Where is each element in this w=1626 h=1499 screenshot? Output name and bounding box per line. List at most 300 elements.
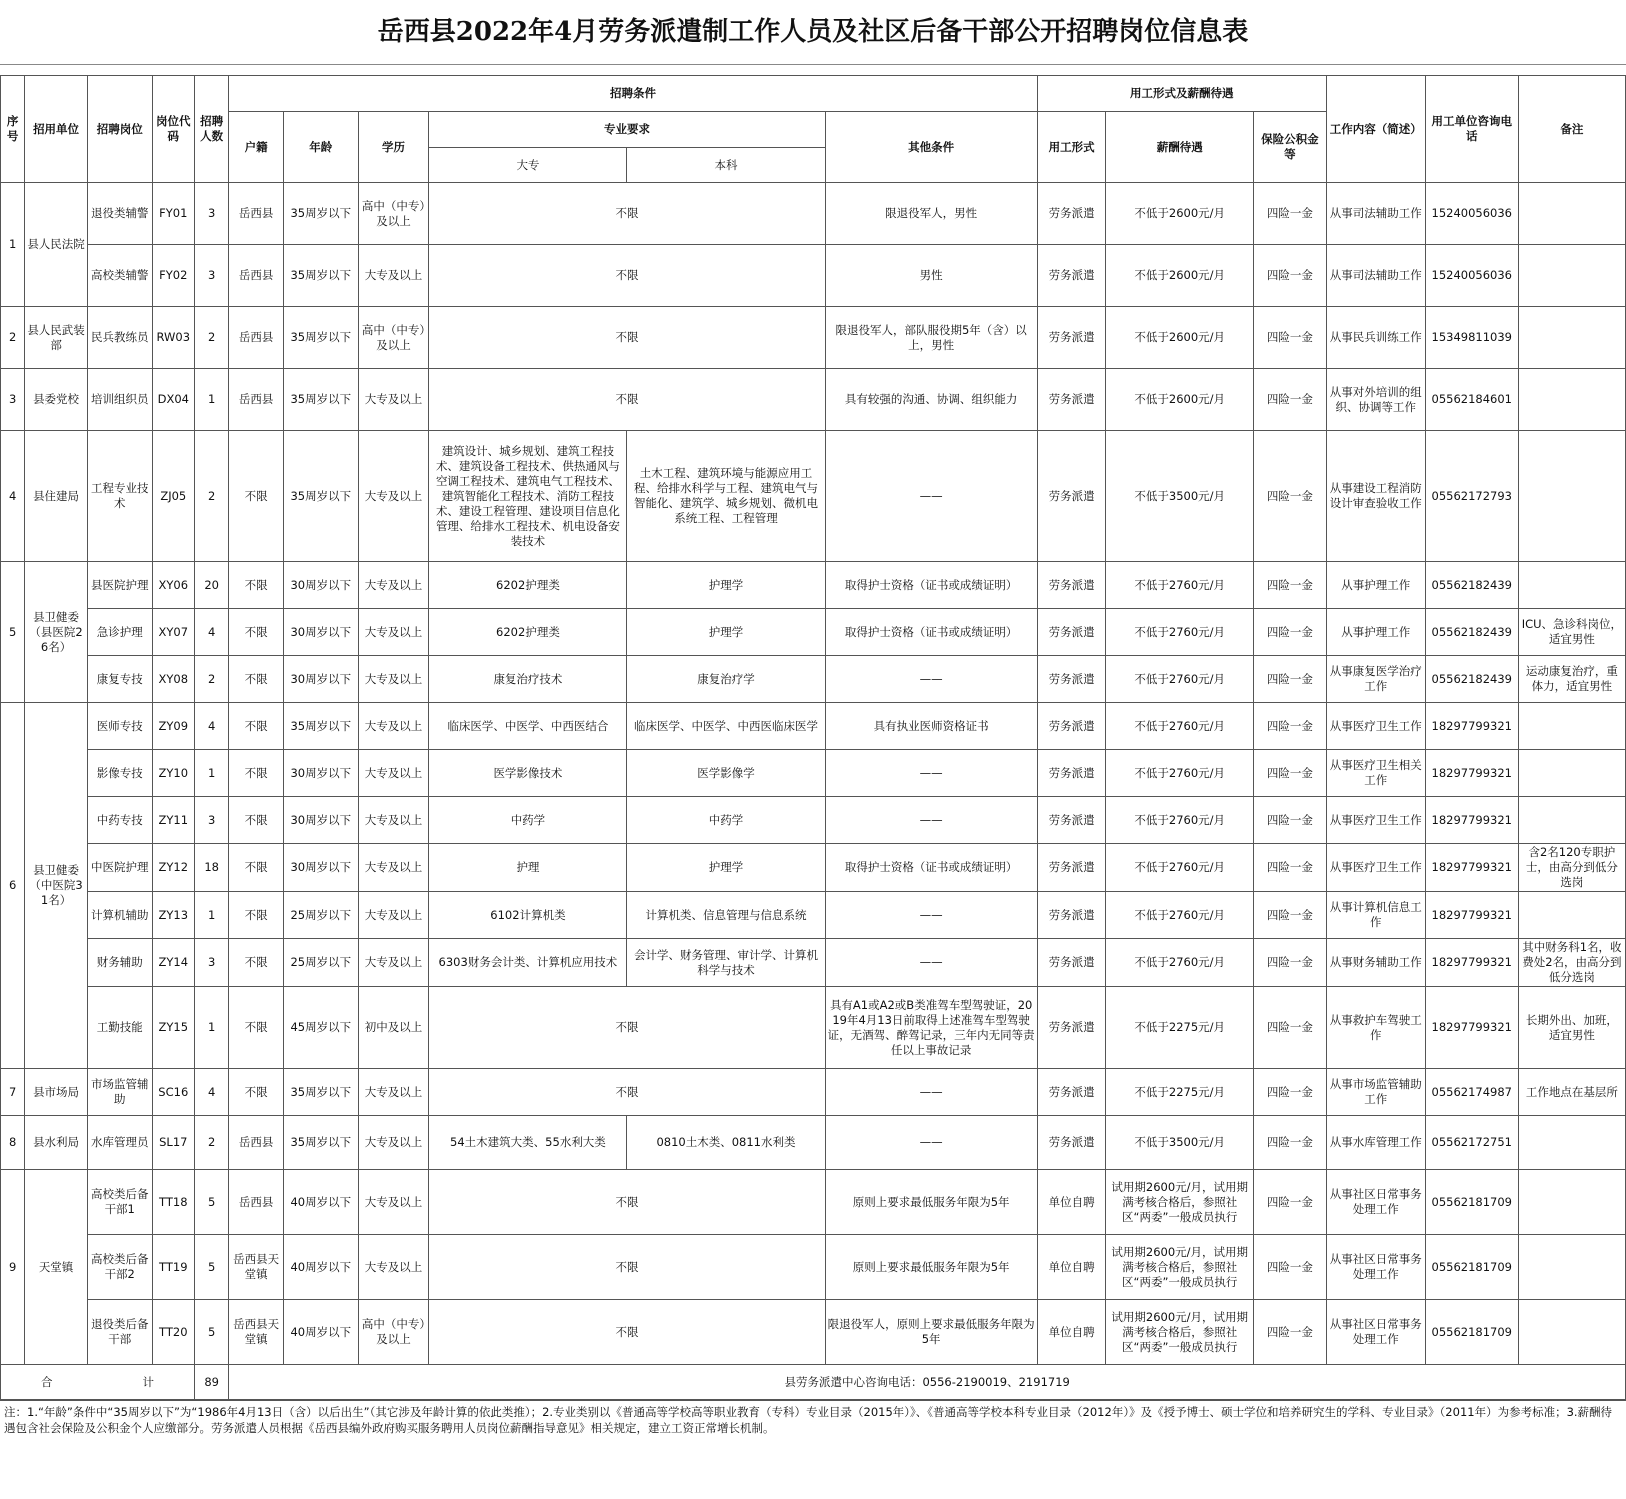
- row-post: 高校类辅警: [87, 245, 152, 307]
- row-form: 单位自聘: [1037, 1300, 1106, 1365]
- row-salary: 不低于2760元/月: [1106, 939, 1254, 987]
- row-count: 4: [195, 609, 229, 656]
- header-post: 招聘岗位: [87, 76, 152, 183]
- row-major-benke: 康复治疗学: [627, 656, 825, 703]
- row-form: 劳务派遣: [1037, 562, 1106, 609]
- row-code: SL17: [152, 1116, 194, 1170]
- row-content: 从事康复医学治疗工作: [1326, 656, 1425, 703]
- row-seq: 6: [1, 703, 25, 1069]
- row-content: 从事民兵训练工作: [1326, 307, 1425, 369]
- row-code: ZY09: [152, 703, 194, 750]
- row-form: 劳务派遣: [1037, 797, 1106, 844]
- row-unit: 县人民法院: [25, 183, 88, 307]
- row-phone: 05562182439: [1425, 562, 1518, 609]
- row-other: ——: [825, 1116, 1037, 1170]
- row-form: 劳务派遣: [1037, 307, 1106, 369]
- row-content: 从事社区日常事务处理工作: [1326, 1170, 1425, 1235]
- row-count: 5: [195, 1235, 229, 1300]
- header-age: 年龄: [283, 112, 358, 183]
- row-major-dazhuan: 6202护理类: [429, 609, 627, 656]
- row-code: ZY14: [152, 939, 194, 987]
- row-other: ——: [825, 797, 1037, 844]
- row-count: 1: [195, 369, 229, 431]
- row-code: TT18: [152, 1170, 194, 1235]
- row-edu: 大专及以上: [358, 656, 429, 703]
- row-edu: 大专及以上: [358, 1116, 429, 1170]
- table-row: [1, 609, 1626, 656]
- row-salary: 试用期2600元/月，试用期满考核合格后，参照社区“两委”一般成员执行: [1106, 1300, 1254, 1365]
- row-major-benke: 0810土木类、0811水利类: [627, 1116, 825, 1170]
- row-seq: 2: [1, 307, 25, 369]
- row-salary: 不低于2760元/月: [1106, 609, 1254, 656]
- row-post: 退役类辅警: [87, 183, 152, 245]
- row-hukou: 岳西县: [229, 1116, 284, 1170]
- row-phone: 05562172793: [1425, 431, 1518, 562]
- row-hukou: 岳西县天堂镇: [229, 1300, 284, 1365]
- row-hukou: 岳西县: [229, 183, 284, 245]
- row-edu: 大专及以上: [358, 892, 429, 939]
- row-salary: 不低于3500元/月: [1106, 431, 1254, 562]
- row-major-any: 不限: [429, 307, 825, 369]
- row-code: RW03: [152, 307, 194, 369]
- row-seq: 7: [1, 1069, 25, 1116]
- row-code: SC16: [152, 1069, 194, 1116]
- row-edu: 大专及以上: [358, 431, 429, 562]
- row-form: 劳务派遣: [1037, 1116, 1106, 1170]
- table-row: [1, 1069, 1626, 1116]
- row-major-any: 不限: [429, 1300, 825, 1365]
- row-phone: 18297799321: [1425, 939, 1518, 987]
- row-hukou: 不限: [229, 939, 284, 987]
- row-edu: 高中（中专）及以上: [358, 307, 429, 369]
- total-count: 89: [195, 1365, 229, 1400]
- header-other: 其他条件: [825, 112, 1037, 183]
- row-content: 从事救护车驾驶工作: [1326, 987, 1425, 1069]
- header-dazhuan: 大专: [429, 148, 627, 183]
- table-row: [1, 750, 1626, 797]
- row-major-dazhuan: 临床医学、中医学、中西医结合: [429, 703, 627, 750]
- row-form: 单位自聘: [1037, 1235, 1106, 1300]
- row-content: 从事医疗卫生工作: [1326, 797, 1425, 844]
- row-insurance: 四险一金: [1253, 750, 1326, 797]
- table-row: [1, 307, 1626, 369]
- row-unit: 县住建局: [25, 431, 88, 562]
- row-remark: 含2名120专职护士，由高分到低分选岗: [1518, 844, 1625, 892]
- row-major-dazhuan: 中药学: [429, 797, 627, 844]
- row-hukou: 岳西县: [229, 245, 284, 307]
- row-major-dazhuan: 6202护理类: [429, 562, 627, 609]
- table-row: [1, 1116, 1626, 1170]
- row-salary: 不低于2600元/月: [1106, 245, 1254, 307]
- row-major-dazhuan: 医学影像技术: [429, 750, 627, 797]
- row-insurance: 四险一金: [1253, 1235, 1326, 1300]
- row-salary: 不低于2275元/月: [1106, 987, 1254, 1069]
- row-code: ZY13: [152, 892, 194, 939]
- row-other: 取得护士资格（证书或成绩证明）: [825, 609, 1037, 656]
- row-major-benke: 护理学: [627, 562, 825, 609]
- row-salary: 不低于2760元/月: [1106, 797, 1254, 844]
- row-edu: 高中（中专）及以上: [358, 1300, 429, 1365]
- header-unit: 招用单位: [25, 76, 88, 183]
- row-remark: [1518, 1170, 1625, 1235]
- row-seq: 8: [1, 1116, 25, 1170]
- row-major-any: 不限: [429, 1069, 825, 1116]
- row-remark: [1518, 1116, 1625, 1170]
- row-major-benke: 护理学: [627, 609, 825, 656]
- row-age: 30周岁以下: [283, 656, 358, 703]
- table-row: [1, 562, 1626, 609]
- row-edu: 大专及以上: [358, 245, 429, 307]
- row-other: 取得护士资格（证书或成绩证明）: [825, 562, 1037, 609]
- row-hukou: 不限: [229, 987, 284, 1069]
- row-phone: 05562181709: [1425, 1170, 1518, 1235]
- row-count: 1: [195, 892, 229, 939]
- row-post: 高校类后备干部2: [87, 1235, 152, 1300]
- row-phone: 18297799321: [1425, 987, 1518, 1069]
- row-post: 财务辅助: [87, 939, 152, 987]
- row-content: 从事医疗卫生工作: [1326, 844, 1425, 892]
- row-major-benke: 护理学: [627, 844, 825, 892]
- row-seq: 9: [1, 1170, 25, 1365]
- row-remark: ICU、急诊科岗位，适宜男性: [1518, 609, 1625, 656]
- row-content: 从事司法辅助工作: [1326, 245, 1425, 307]
- row-content: 从事护理工作: [1326, 562, 1425, 609]
- row-count: 4: [195, 1069, 229, 1116]
- row-age: 35周岁以下: [283, 369, 358, 431]
- row-other: 具有较强的沟通、协调、组织能力: [825, 369, 1037, 431]
- row-insurance: 四险一金: [1253, 987, 1326, 1069]
- row-age: 30周岁以下: [283, 750, 358, 797]
- row-post: 医师专技: [87, 703, 152, 750]
- row-unit: 县市场局: [25, 1069, 88, 1116]
- header-conditions: 招聘条件: [229, 76, 1037, 112]
- table-row: [1, 797, 1626, 844]
- row-other: ——: [825, 1069, 1037, 1116]
- table-row: [1, 987, 1626, 1069]
- table-row: [1, 369, 1626, 431]
- header-insurance: 保险公积金等: [1253, 112, 1326, 183]
- row-remark: [1518, 245, 1625, 307]
- row-age: 30周岁以下: [283, 797, 358, 844]
- row-form: 劳务派遣: [1037, 245, 1106, 307]
- row-form: 单位自聘: [1037, 1170, 1106, 1235]
- row-post: 急诊护理: [87, 609, 152, 656]
- row-edu: 大专及以上: [358, 562, 429, 609]
- row-form: 劳务派遣: [1037, 369, 1106, 431]
- row-hukou: 不限: [229, 750, 284, 797]
- row-insurance: 四险一金: [1253, 703, 1326, 750]
- row-code: ZY11: [152, 797, 194, 844]
- row-insurance: 四险一金: [1253, 183, 1326, 245]
- row-salary: 不低于2760元/月: [1106, 892, 1254, 939]
- row-unit: 县水利局: [25, 1116, 88, 1170]
- row-insurance: 四险一金: [1253, 1300, 1326, 1365]
- row-hukou: 不限: [229, 562, 284, 609]
- row-count: 2: [195, 431, 229, 562]
- row-age: 45周岁以下: [283, 987, 358, 1069]
- row-form: 劳务派遣: [1037, 431, 1106, 562]
- row-other: 限退役军人，部队服役期5年（含）以上，男性: [825, 307, 1037, 369]
- row-content: 从事社区日常事务处理工作: [1326, 1300, 1425, 1365]
- row-other: ——: [825, 750, 1037, 797]
- table-row: [1, 656, 1626, 703]
- row-age: 35周岁以下: [283, 307, 358, 369]
- row-count: 2: [195, 307, 229, 369]
- row-phone: 05562184601: [1425, 369, 1518, 431]
- row-form: 劳务派遣: [1037, 703, 1106, 750]
- row-post: 市场监管辅助: [87, 1069, 152, 1116]
- row-insurance: 四险一金: [1253, 1069, 1326, 1116]
- row-insurance: 四险一金: [1253, 1116, 1326, 1170]
- header-content: 工作内容（简述）: [1326, 76, 1425, 183]
- row-insurance: 四险一金: [1253, 939, 1326, 987]
- row-other: 原则上要求最低服务年限为5年: [825, 1170, 1037, 1235]
- row-major-benke: 会计学、财务管理、审计学、计算机科学与技术: [627, 939, 825, 987]
- row-remark: 工作地点在基层所: [1518, 1069, 1625, 1116]
- row-remark: [1518, 307, 1625, 369]
- row-form: 劳务派遣: [1037, 892, 1106, 939]
- row-salary: 不低于2760元/月: [1106, 656, 1254, 703]
- row-code: XY08: [152, 656, 194, 703]
- row-code: ZY10: [152, 750, 194, 797]
- row-salary: 不低于2760元/月: [1106, 750, 1254, 797]
- table-row: [1, 892, 1626, 939]
- row-edu: 大专及以上: [358, 369, 429, 431]
- row-code: ZY12: [152, 844, 194, 892]
- row-count: 5: [195, 1300, 229, 1365]
- row-unit: 县卫健委（县医院26名）: [25, 562, 88, 703]
- row-major-any: 不限: [429, 183, 825, 245]
- row-remark: [1518, 892, 1625, 939]
- row-major-benke: 中药学: [627, 797, 825, 844]
- document-title: 岳西县2022年4月劳务派遣制工作人员及社区后备干部公开招聘岗位信息表: [0, 0, 1626, 65]
- header-salary: 薪酬待遇: [1106, 112, 1254, 183]
- row-age: 35周岁以下: [283, 1069, 358, 1116]
- row-other: ——: [825, 939, 1037, 987]
- row-insurance: 四险一金: [1253, 307, 1326, 369]
- row-insurance: 四险一金: [1253, 1170, 1326, 1235]
- row-major-any: 不限: [429, 245, 825, 307]
- row-form: 劳务派遣: [1037, 656, 1106, 703]
- row-post: 工程专业技术: [87, 431, 152, 562]
- row-other: 男性: [825, 245, 1037, 307]
- row-phone: 05562182439: [1425, 609, 1518, 656]
- row-form: 劳务派遣: [1037, 750, 1106, 797]
- row-phone: 18297799321: [1425, 892, 1518, 939]
- row-hukou: 岳西县: [229, 1170, 284, 1235]
- table-row: [1, 245, 1626, 307]
- row-major-benke: 临床医学、中医学、中西医临床医学: [627, 703, 825, 750]
- row-remark: [1518, 562, 1625, 609]
- row-edu: 大专及以上: [358, 750, 429, 797]
- row-edu: 大专及以上: [358, 609, 429, 656]
- row-major-dazhuan: 6303财务会计类、计算机应用技术: [429, 939, 627, 987]
- row-seq: 5: [1, 562, 25, 703]
- row-count: 20: [195, 562, 229, 609]
- row-edu: 大专及以上: [358, 1235, 429, 1300]
- row-salary: 不低于2760元/月: [1106, 844, 1254, 892]
- row-age: 35周岁以下: [283, 1116, 358, 1170]
- row-other: 取得护士资格（证书或成绩证明）: [825, 844, 1037, 892]
- row-code: XY07: [152, 609, 194, 656]
- row-edu: 大专及以上: [358, 844, 429, 892]
- row-hukou: 不限: [229, 1069, 284, 1116]
- row-seq: 3: [1, 369, 25, 431]
- row-code: FY01: [152, 183, 194, 245]
- row-edu: 大专及以上: [358, 1069, 429, 1116]
- table-row: [1, 844, 1626, 892]
- row-other: ——: [825, 892, 1037, 939]
- row-insurance: 四险一金: [1253, 892, 1326, 939]
- row-count: 1: [195, 987, 229, 1069]
- row-post: 中药专技: [87, 797, 152, 844]
- row-age: 35周岁以下: [283, 245, 358, 307]
- row-age: 35周岁以下: [283, 431, 358, 562]
- row-other: 原则上要求最低服务年限为5年: [825, 1235, 1037, 1300]
- row-post: 民兵教练员: [87, 307, 152, 369]
- row-salary: 不低于2600元/月: [1106, 307, 1254, 369]
- row-count: 4: [195, 703, 229, 750]
- row-count: 3: [195, 183, 229, 245]
- row-count: 3: [195, 245, 229, 307]
- row-hukou: 不限: [229, 703, 284, 750]
- row-phone: 18297799321: [1425, 797, 1518, 844]
- row-major-any: 不限: [429, 369, 825, 431]
- row-major-any: 不限: [429, 1170, 825, 1235]
- row-phone: 05562181709: [1425, 1300, 1518, 1365]
- header-major: 专业要求: [429, 112, 825, 148]
- row-remark: [1518, 1300, 1625, 1365]
- row-unit: 天堂镇: [25, 1170, 88, 1365]
- row-content: 从事市场监管辅助工作: [1326, 1069, 1425, 1116]
- row-code: XY06: [152, 562, 194, 609]
- table-row: [1, 1170, 1626, 1235]
- row-salary: 不低于2760元/月: [1106, 562, 1254, 609]
- row-age: 35周岁以下: [283, 183, 358, 245]
- row-remark: [1518, 797, 1625, 844]
- table-row: [1, 939, 1626, 987]
- row-remark: [1518, 431, 1625, 562]
- row-count: 2: [195, 1116, 229, 1170]
- row-age: 30周岁以下: [283, 844, 358, 892]
- row-major-benke: 医学影像学: [627, 750, 825, 797]
- row-age: 40周岁以下: [283, 1300, 358, 1365]
- row-seq: 4: [1, 431, 25, 562]
- row-major-benke: 计算机类、信息管理与信息系统: [627, 892, 825, 939]
- header-remark: 备注: [1518, 76, 1625, 183]
- row-edu: 大专及以上: [358, 1170, 429, 1235]
- row-post: 县医院护理: [87, 562, 152, 609]
- row-content: 从事医疗卫生工作: [1326, 703, 1425, 750]
- row-edu: 大专及以上: [358, 703, 429, 750]
- row-insurance: 四险一金: [1253, 562, 1326, 609]
- row-phone: 18297799321: [1425, 750, 1518, 797]
- row-count: 1: [195, 750, 229, 797]
- table-row: [1, 431, 1626, 562]
- table-row: [1, 183, 1626, 245]
- row-major-dazhuan: 康复治疗技术: [429, 656, 627, 703]
- row-code: TT20: [152, 1300, 194, 1365]
- row-post: 高校类后备干部1: [87, 1170, 152, 1235]
- row-insurance: 四险一金: [1253, 245, 1326, 307]
- row-content: 从事计算机信息工作: [1326, 892, 1425, 939]
- row-code: DX04: [152, 369, 194, 431]
- table-row: [1, 703, 1626, 750]
- row-insurance: 四险一金: [1253, 797, 1326, 844]
- row-post: 退役类后备干部: [87, 1300, 152, 1365]
- row-content: 从事水库管理工作: [1326, 1116, 1425, 1170]
- row-major-any: 不限: [429, 1235, 825, 1300]
- row-phone: 05562174987: [1425, 1069, 1518, 1116]
- row-remark: 运动康复治疗，重体力，适宜男性: [1518, 656, 1625, 703]
- row-phone: 05562172751: [1425, 1116, 1518, 1170]
- row-phone: 15240056036: [1425, 245, 1518, 307]
- row-post: 培训组织员: [87, 369, 152, 431]
- row-content: 从事司法辅助工作: [1326, 183, 1425, 245]
- row-other: 具有执业医师资格证书: [825, 703, 1037, 750]
- row-form: 劳务派遣: [1037, 987, 1106, 1069]
- row-remark: [1518, 369, 1625, 431]
- row-content: 从事护理工作: [1326, 609, 1425, 656]
- row-code: TT19: [152, 1235, 194, 1300]
- row-salary: 试用期2600元/月，试用期满考核合格后，参照社区“两委”一般成员执行: [1106, 1170, 1254, 1235]
- row-form: 劳务派遣: [1037, 939, 1106, 987]
- row-count: 3: [195, 939, 229, 987]
- row-phone: 15349811039: [1425, 307, 1518, 369]
- row-hukou: 不限: [229, 844, 284, 892]
- row-hukou: 不限: [229, 656, 284, 703]
- header-seq: 序号: [1, 76, 25, 183]
- row-hukou: 岳西县天堂镇: [229, 1235, 284, 1300]
- row-form: 劳务派遣: [1037, 183, 1106, 245]
- row-remark: 其中财务科1名，收费处2名，由高分到低分选岗: [1518, 939, 1625, 987]
- row-age: 30周岁以下: [283, 609, 358, 656]
- row-content: 从事建设工程消防设计审查验收工作: [1326, 431, 1425, 562]
- row-form: 劳务派遣: [1037, 844, 1106, 892]
- row-major-dazhuan: 建筑设计、城乡规划、建筑工程技术、建筑设备工程技术、供热通风与空调工程技术、建筑电气工程技术、建筑智能化工程技术、消防工程技术、建设工程管理、建设项目信息化管理、给排水工程技术、机电设备安装技术: [429, 431, 627, 562]
- row-insurance: 四险一金: [1253, 431, 1326, 562]
- row-other: ——: [825, 656, 1037, 703]
- row-seq: 1: [1, 183, 25, 307]
- row-age: 30周岁以下: [283, 562, 358, 609]
- row-remark: [1518, 1235, 1625, 1300]
- header-benke: 本科: [627, 148, 825, 183]
- row-content: 从事对外培训的组织、协调等工作: [1326, 369, 1425, 431]
- row-count: 18: [195, 844, 229, 892]
- row-code: ZY15: [152, 987, 194, 1069]
- row-insurance: 四险一金: [1253, 369, 1326, 431]
- row-hukou: 不限: [229, 609, 284, 656]
- row-content: 从事社区日常事务处理工作: [1326, 1235, 1425, 1300]
- row-edu: 高中（中专）及以上: [358, 183, 429, 245]
- row-edu: 初中及以上: [358, 987, 429, 1069]
- row-hukou: 不限: [229, 431, 284, 562]
- row-insurance: 四险一金: [1253, 656, 1326, 703]
- row-insurance: 四险一金: [1253, 609, 1326, 656]
- row-other: 具有A1或A2或B类准驾车型驾驶证，2019年4月13日前取得上述准驾车型驾驶证，无酒驾、醉驾记录，三年内无同等责任以上事故记录: [825, 987, 1037, 1069]
- row-major-benke: 土木工程、建筑环境与能源应用工程、给排水科学与工程、建筑电气与智能化、建筑学、城乡规划、微机电系统工程、工程管理: [627, 431, 825, 562]
- row-hukou: 岳西县: [229, 307, 284, 369]
- row-form: 劳务派遣: [1037, 609, 1106, 656]
- footnote: 注：1.“年龄”条件中“35周岁以下”为“1986年4月13日（含）以后出生”（其它涉及年龄计算的依此类推）；2.专业类别以《普通高等学校高等职业教育（专科）专业目录（2015年）》、《普通高等学校本科专业目录（2012年）》及《授予博士、硕士学位和培养研究生的学科、专业目录》（2011年）为参考标准；3.薪酬待遇包含社会保险及公积金个人应缴部分。劳务派遣人员根据《岳西县编外政府购买服务聘用人员岗位薪酬指导意见》相关规定，建立工资正常增长机制。: [0, 1400, 1626, 1439]
- row-post: 水库管理员: [87, 1116, 152, 1170]
- row-post: 中医院护理: [87, 844, 152, 892]
- row-age: 35周岁以下: [283, 703, 358, 750]
- header-form: 用工形式: [1037, 112, 1106, 183]
- row-salary: 不低于2275元/月: [1106, 1069, 1254, 1116]
- row-phone: 05562182439: [1425, 656, 1518, 703]
- row-salary: 不低于2600元/月: [1106, 369, 1254, 431]
